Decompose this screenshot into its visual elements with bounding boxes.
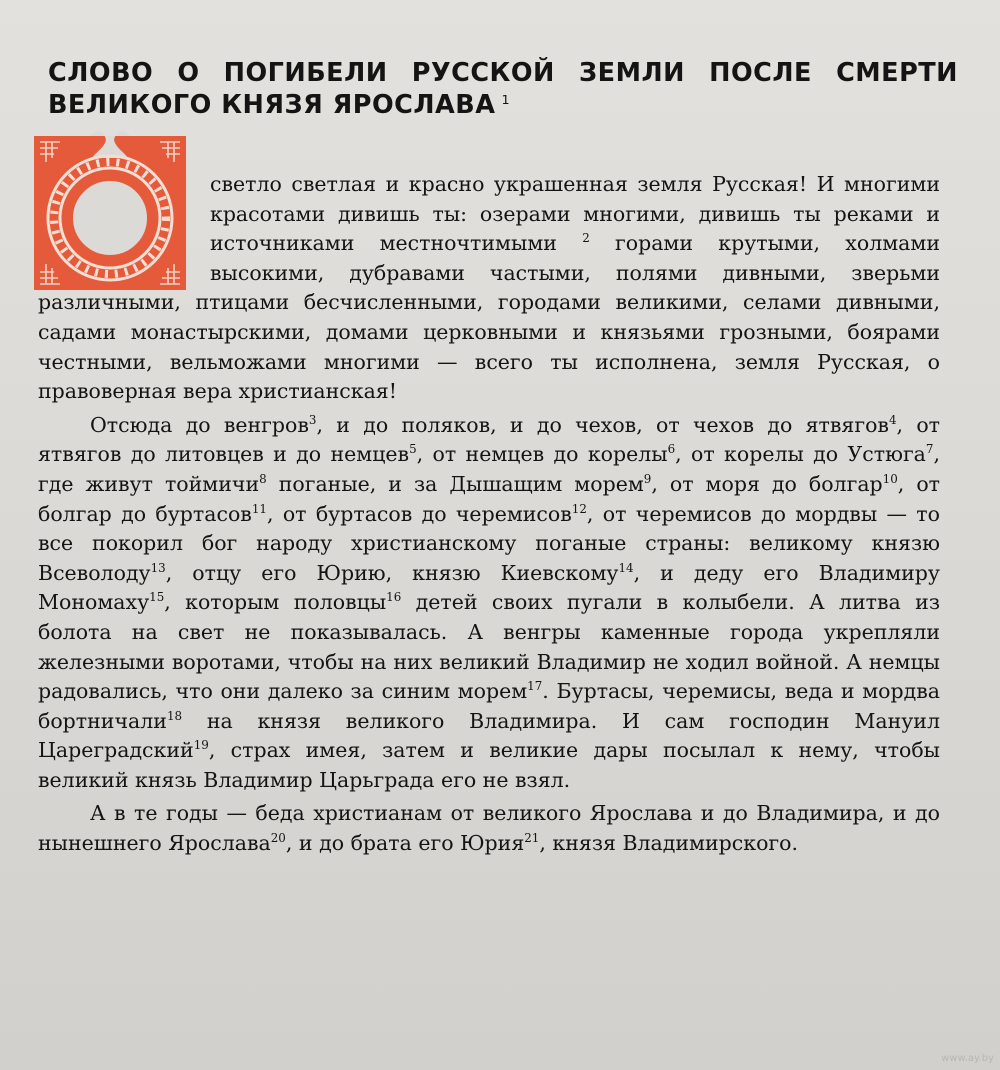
footnote-ref: 18 — [166, 708, 183, 723]
paragraph-2-text: , которым половцы — [164, 590, 387, 615]
footnote-ref: 19 — [193, 738, 209, 753]
footnote-ref: 2 — [582, 231, 590, 246]
paragraph-2-text: , от ятвягов до литовцев и до немцев — [38, 412, 941, 467]
footnote-ref: 11 — [251, 501, 267, 516]
paragraph-2-text: , от моря до болгар — [651, 471, 883, 496]
paragraph-2-text: , и до поляков, и до чехов, от чехов до ятвягов — [316, 412, 889, 437]
footnote-ref: 5 — [409, 442, 417, 457]
footnote-ref: 14 — [618, 560, 634, 575]
footnote-ref: 9 — [643, 472, 652, 487]
footnote-ref: 8 — [259, 472, 267, 487]
paragraph-2-text: , и деду его Владимиру Мономаху — [38, 560, 940, 615]
paragraph-2-text: , от корелы до Устюга — [675, 442, 926, 467]
footnote-ref: 7 — [925, 442, 934, 457]
paragraph-3-text: А в те годы — беда христианам от великого Ярослава и до Владимира, и до нынешнего Ярослава — [38, 801, 940, 856]
footnote-ref: 20 — [270, 831, 286, 846]
footnote-ref: 6 — [667, 442, 676, 457]
footnote-ref: 16 — [386, 590, 402, 605]
footnote-ref: 21 — [524, 831, 540, 846]
paragraph-3-text: , и до брата его Юрия — [285, 831, 525, 856]
paragraph-2-text: , от немцев до корелы — [416, 442, 668, 467]
paragraph-2-text: , от буртасов до черемисов — [266, 501, 572, 526]
paragraph-2-text: Отсюда до венгров — [90, 412, 309, 437]
footnote-ref: 13 — [150, 560, 166, 575]
footnote-ref: 12 — [571, 501, 587, 516]
chapter-title — [48, 57, 958, 121]
paragraph-2-text: , от болгар до буртасов — [38, 471, 940, 526]
title-line-2-text: ВЕЛИКОГО КНЯЗЯ ЯРОСЛАВА — [48, 90, 496, 121]
paragraph-2-text: , от черемисов до мордвы — то все покорил бог народу христианскому поганые страны: великому князю Всеволоду — [38, 501, 940, 585]
title-line-2 — [48, 89, 958, 121]
paragraph-2-text: , страх имея, затем и великие дары посылал к нему, чтобы великий князь Владимир Царьграда его не взял. — [38, 738, 940, 792]
footnote-ref: 10 — [882, 472, 898, 487]
paragraph-2-text: , где живут тоймичи — [38, 442, 940, 496]
footnote-ref: 3 — [308, 412, 317, 427]
paragraph-2-text: детей своих пугали в колыбели. А литва из болота на свет не показывалась. А венгры каменные города укрепляли железными воротами, чтобы на них великий Владимир не ходил войной. А немцы радовались, что они далеко за синим морем — [38, 590, 941, 704]
footnote-ref: 17 — [527, 679, 543, 694]
watermark: www.ay.by — [941, 1053, 994, 1064]
paragraph-2 — [38, 411, 940, 796]
paragraph-2-text: поганые, и за Дышащим морем — [266, 471, 644, 496]
footnote-ref: 15 — [149, 590, 165, 605]
paragraph-3 — [38, 799, 940, 858]
paragraph-2-text: на князя великого Владимира. И сам господин Мануил Цареградский — [38, 708, 940, 763]
paragraph-1-text: горами крутыми, холмами высокими, дубравами частыми, полями дивными, зверьми различными, птицами бесчисленными, городами великими, селами дивными, садами монастырскими, домами церковными и князьями грозными, боярами честными, вельможами многими — всего ты исполнена, земля Русская, о правоверная вера христианская! — [38, 231, 941, 404]
paragraph-2-text: . Буртасы, черемисы, веда и мордва бортничали — [38, 679, 940, 733]
paragraph-1 — [38, 170, 940, 407]
body-text — [38, 170, 940, 859]
paragraph-1-text: светло светлая и красно украшенная земля Русская! И многими красотами дивишь ты: озерами многими, дивишь ты реками и источниками местночтимыми — [210, 172, 940, 256]
footnote-ref: 4 — [888, 412, 897, 427]
paragraph-2-text: , отцу его Юрию, князю Киевскому — [165, 560, 619, 585]
title-footnote: 1 — [501, 92, 511, 108]
initial-spacer — [38, 170, 210, 286]
paragraph-3-text: , князя Владимирского. — [539, 831, 799, 856]
title-line-1: СЛОВО О ПОГИБЕЛИ РУССКОЙ ЗЕМЛИ ПОСЛЕ СМЕРТИ — [48, 58, 958, 89]
